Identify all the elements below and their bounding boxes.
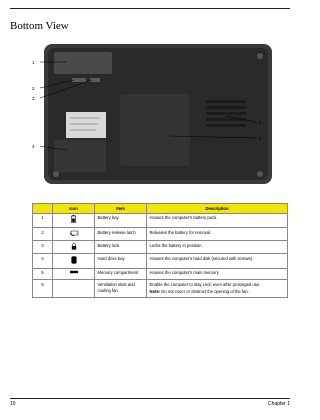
hard-drive-icon (53, 254, 95, 268)
callout-1: 1 (32, 60, 35, 65)
battery-icon (53, 213, 95, 227)
column-header-number (33, 204, 53, 214)
laptop-bottom-photo (10, 40, 290, 190)
table-row (33, 268, 288, 280)
note-label: Note: (149, 289, 161, 295)
item-description: Locks the battery in position. (147, 241, 288, 254)
page-title: Bottom View (10, 20, 69, 32)
item-name: Hard drive bay (95, 254, 147, 268)
callout-3: 3 (32, 96, 35, 101)
table-row (33, 254, 288, 268)
header-rule (10, 8, 290, 9)
callout-2: 2 (32, 86, 35, 91)
item-description: Releases the battery for removal. (147, 227, 288, 240)
note-text: Do not cover or obstruct the opening of the fan. (160, 289, 249, 295)
page-number: 10 (10, 401, 16, 407)
table-row (33, 241, 288, 254)
row-number: 2 (33, 227, 53, 240)
item-description: Houses the computer's main memory (147, 268, 288, 280)
item-name: Battery release latch (95, 227, 147, 240)
table-header-row (33, 204, 288, 214)
item-description (147, 280, 288, 297)
column-header-description: Description (147, 204, 288, 214)
item-description: Houses the computer's hard disk (secured with screws). (147, 254, 288, 268)
item-name: Battery bay (95, 213, 147, 227)
note (150, 289, 285, 295)
footer-rule (10, 398, 290, 399)
table-row (33, 280, 288, 297)
item-name: Ventilation slots and cooling fan (95, 280, 147, 297)
chapter-label: Chapter 1 (268, 401, 290, 407)
callout-6: 6 (259, 120, 262, 125)
row-number: 6 (33, 280, 53, 297)
item-name: Battery lock (95, 241, 147, 254)
row-number: 5 (33, 268, 53, 280)
empty-icon-cell (53, 280, 95, 297)
table-row (33, 213, 288, 227)
memory-icon (53, 268, 95, 280)
table-row (33, 227, 288, 240)
item-description: Houses the computer's battery pack. (147, 213, 288, 227)
description-text: Enable the computer to stay cool, even after prolonged use. (149, 282, 261, 288)
row-number: 4 (33, 254, 53, 268)
column-header-icon: Icon (53, 204, 95, 214)
item-name: Memory compartment (95, 268, 147, 280)
column-header-item: Item (95, 204, 147, 214)
lock-icon (53, 241, 95, 254)
components-table (32, 203, 288, 298)
callout-4: 4 (32, 144, 35, 149)
row-number: 3 (33, 241, 53, 254)
callout-5: 5 (259, 136, 262, 141)
row-number: 1 (33, 213, 53, 227)
battery-release-latch-icon (53, 227, 95, 240)
